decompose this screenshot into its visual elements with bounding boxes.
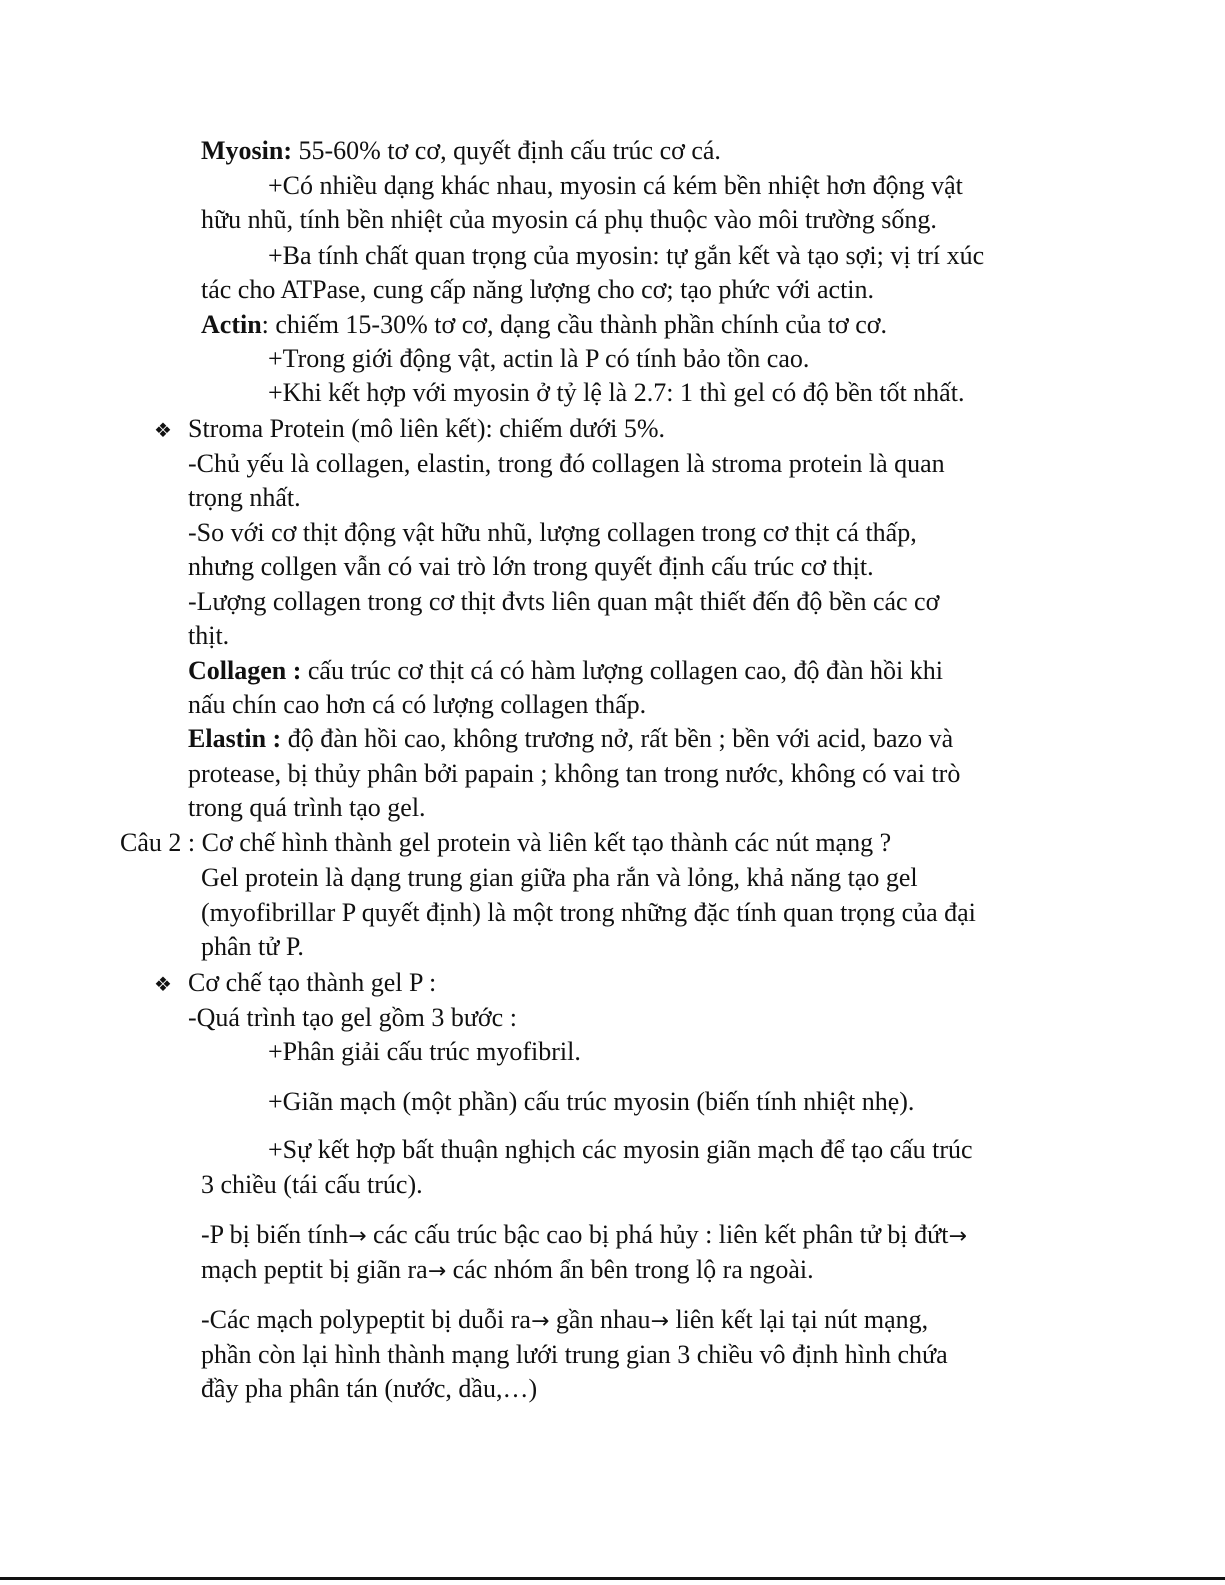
elastin-term: Elastin : [188, 724, 282, 753]
chain-part-c: liên kết lại tại nút mạng, [668, 1305, 929, 1334]
stroma-line-1: -Chủ yếu là collagen, elastin, trong đó collagen là stroma protein là quan [188, 449, 945, 478]
chain-line-3: đầy pha phân tán (nước, dầu,…) [201, 1374, 538, 1403]
denaturation-part-a: -P bị biến tính [201, 1220, 349, 1249]
right-arrow-icon: → [427, 1259, 447, 1284]
chain-part-b: gần nhau [549, 1305, 651, 1334]
stroma-heading: Stroma Protein (mô liên kết): chiếm dưới 5%. [188, 414, 665, 443]
stroma-line-6: thịt. [188, 621, 230, 650]
stroma-heading-line [154, 412, 665, 447]
stroma-line-3: -So với cơ thịt động vật hữu nhũ, lượng collagen trong cơ thịt cá thấp, [188, 518, 917, 547]
myosin-description: 55-60% tơ cơ, quyết định cấu trúc cơ cá. [292, 136, 721, 165]
mechanism-heading: Cơ chế tạo thành gel P : [188, 968, 437, 997]
elastin-line-3: trong quá trình tạo gel. [188, 793, 426, 822]
denaturation-part-c: mạch peptit bị giãn ra [201, 1255, 428, 1284]
elastin-line-2: protease, bị thủy phân bởi papain ; không tan trong nước, không có vai trò [188, 759, 961, 788]
actin-term: Actin [201, 310, 262, 339]
myosin-heading-line [201, 134, 721, 168]
myosin-point2-line2: tác cho ATPase, cung cấp năng lượng cho cơ; tạo phức với actin. [201, 275, 875, 304]
collagen-line-2: nấu chín cao hơn cá có lượng collagen thấp. [188, 690, 647, 719]
myosin-point1-line2: hữu nhũ, tính bền nhiệt của myosin cá phụ thuộc vào môi trường sống. [201, 205, 937, 234]
question-2-intro-line-2: (myofibrillar P quyết định) là một trong những đặc tính quan trọng của đại [201, 898, 976, 927]
denaturation-part-b: các cấu trúc bậc cao bị phá hủy : liên kết phân tử bị đứt [366, 1220, 949, 1249]
actin-point2: +Khi kết hợp với myosin ở tỷ lệ là 2.7: 1 thì gel có độ bền tốt nhất. [268, 378, 965, 407]
mechanism-step-1: +Phân giải cấu trúc myofibril. [268, 1037, 581, 1066]
chain-part-a: -Các mạch polypeptit bị duỗi ra [201, 1305, 531, 1334]
question-2-intro-line-3: phân tử P. [201, 932, 304, 961]
right-arrow-icon: → [530, 1309, 550, 1334]
actin-description: : chiếm 15-30% tơ cơ, dạng cầu thành phần chính của tơ cơ. [261, 310, 888, 339]
chain-line-2: phần còn lại hình thành mạng lưới trung gian 3 chiều vô định hình chứa [201, 1340, 948, 1369]
question-2-title: Câu 2 : Cơ chế hình thành gel protein và liên kết tạo thành các nút mạng ? [120, 828, 892, 857]
mechanism-step-3-line-1: +Sự kết hợp bất thuận nghịch các myosin giãn mạch để tạo cấu trúc [268, 1135, 973, 1164]
page-bottom-divider [0, 1577, 1225, 1580]
elastin-description-1: độ đàn hồi cao, không trương nở, rất bền ; bền với acid, bazo và [281, 724, 954, 753]
stroma-line-4: nhưng collgen vẫn có vai trò lớn trong quyết định cấu trúc cơ thịt. [188, 552, 874, 581]
right-arrow-icon: → [348, 1224, 367, 1249]
diamond-bullet-icon: ❖ [154, 418, 172, 442]
denaturation-part-d: các nhóm ẩn bên trong lộ ra ngoài. [446, 1255, 814, 1284]
question-2-intro-line-1: Gel protein là dạng trung gian giữa pha rắn và lỏng, khả năng tạo gel [201, 863, 918, 892]
myosin-term: Myosin: [201, 136, 292, 165]
diamond-bullet-icon: ❖ [154, 972, 172, 996]
denaturation-line-1 [201, 1218, 967, 1254]
denaturation-line-2 [201, 1253, 814, 1289]
actin-heading-line [201, 308, 887, 342]
mechanism-heading-line [154, 966, 436, 1001]
mechanism-step-2: +Giãn mạch (một phần) cấu trúc myosin (biến tính nhiệt nhẹ). [268, 1087, 915, 1116]
elastin-line-1 [188, 722, 953, 756]
myosin-point2-line1: +Ba tính chất quan trọng của myosin: tự gắn kết và tạo sợi; vị trí xúc [268, 241, 985, 270]
mechanism-steps-intro: -Quá trình tạo gel gồm 3 bước : [188, 1003, 517, 1032]
myosin-point1-line1: +Có nhiều dạng khác nhau, myosin cá kém bền nhiệt hơn động vật [268, 171, 963, 200]
stroma-line-2: trọng nhất. [188, 483, 301, 512]
right-arrow-icon: → [650, 1309, 669, 1334]
stroma-line-5: -Lượng collagen trong cơ thịt đvts liên quan mật thiết đến độ bền các cơ [188, 587, 940, 616]
collagen-term: Collagen : [188, 656, 302, 685]
actin-point1: +Trong giới động vật, actin là P có tính bảo tồn cao. [268, 344, 810, 373]
right-arrow-icon: → [948, 1224, 967, 1249]
collagen-line-1 [188, 654, 943, 688]
mechanism-step-3-line-2: 3 chiều (tái cấu trúc). [201, 1170, 423, 1199]
chain-line-1 [201, 1303, 928, 1339]
collagen-description-1: cấu trúc cơ thịt cá có hàm lượng collagen cao, độ đàn hồi khi [301, 656, 943, 685]
